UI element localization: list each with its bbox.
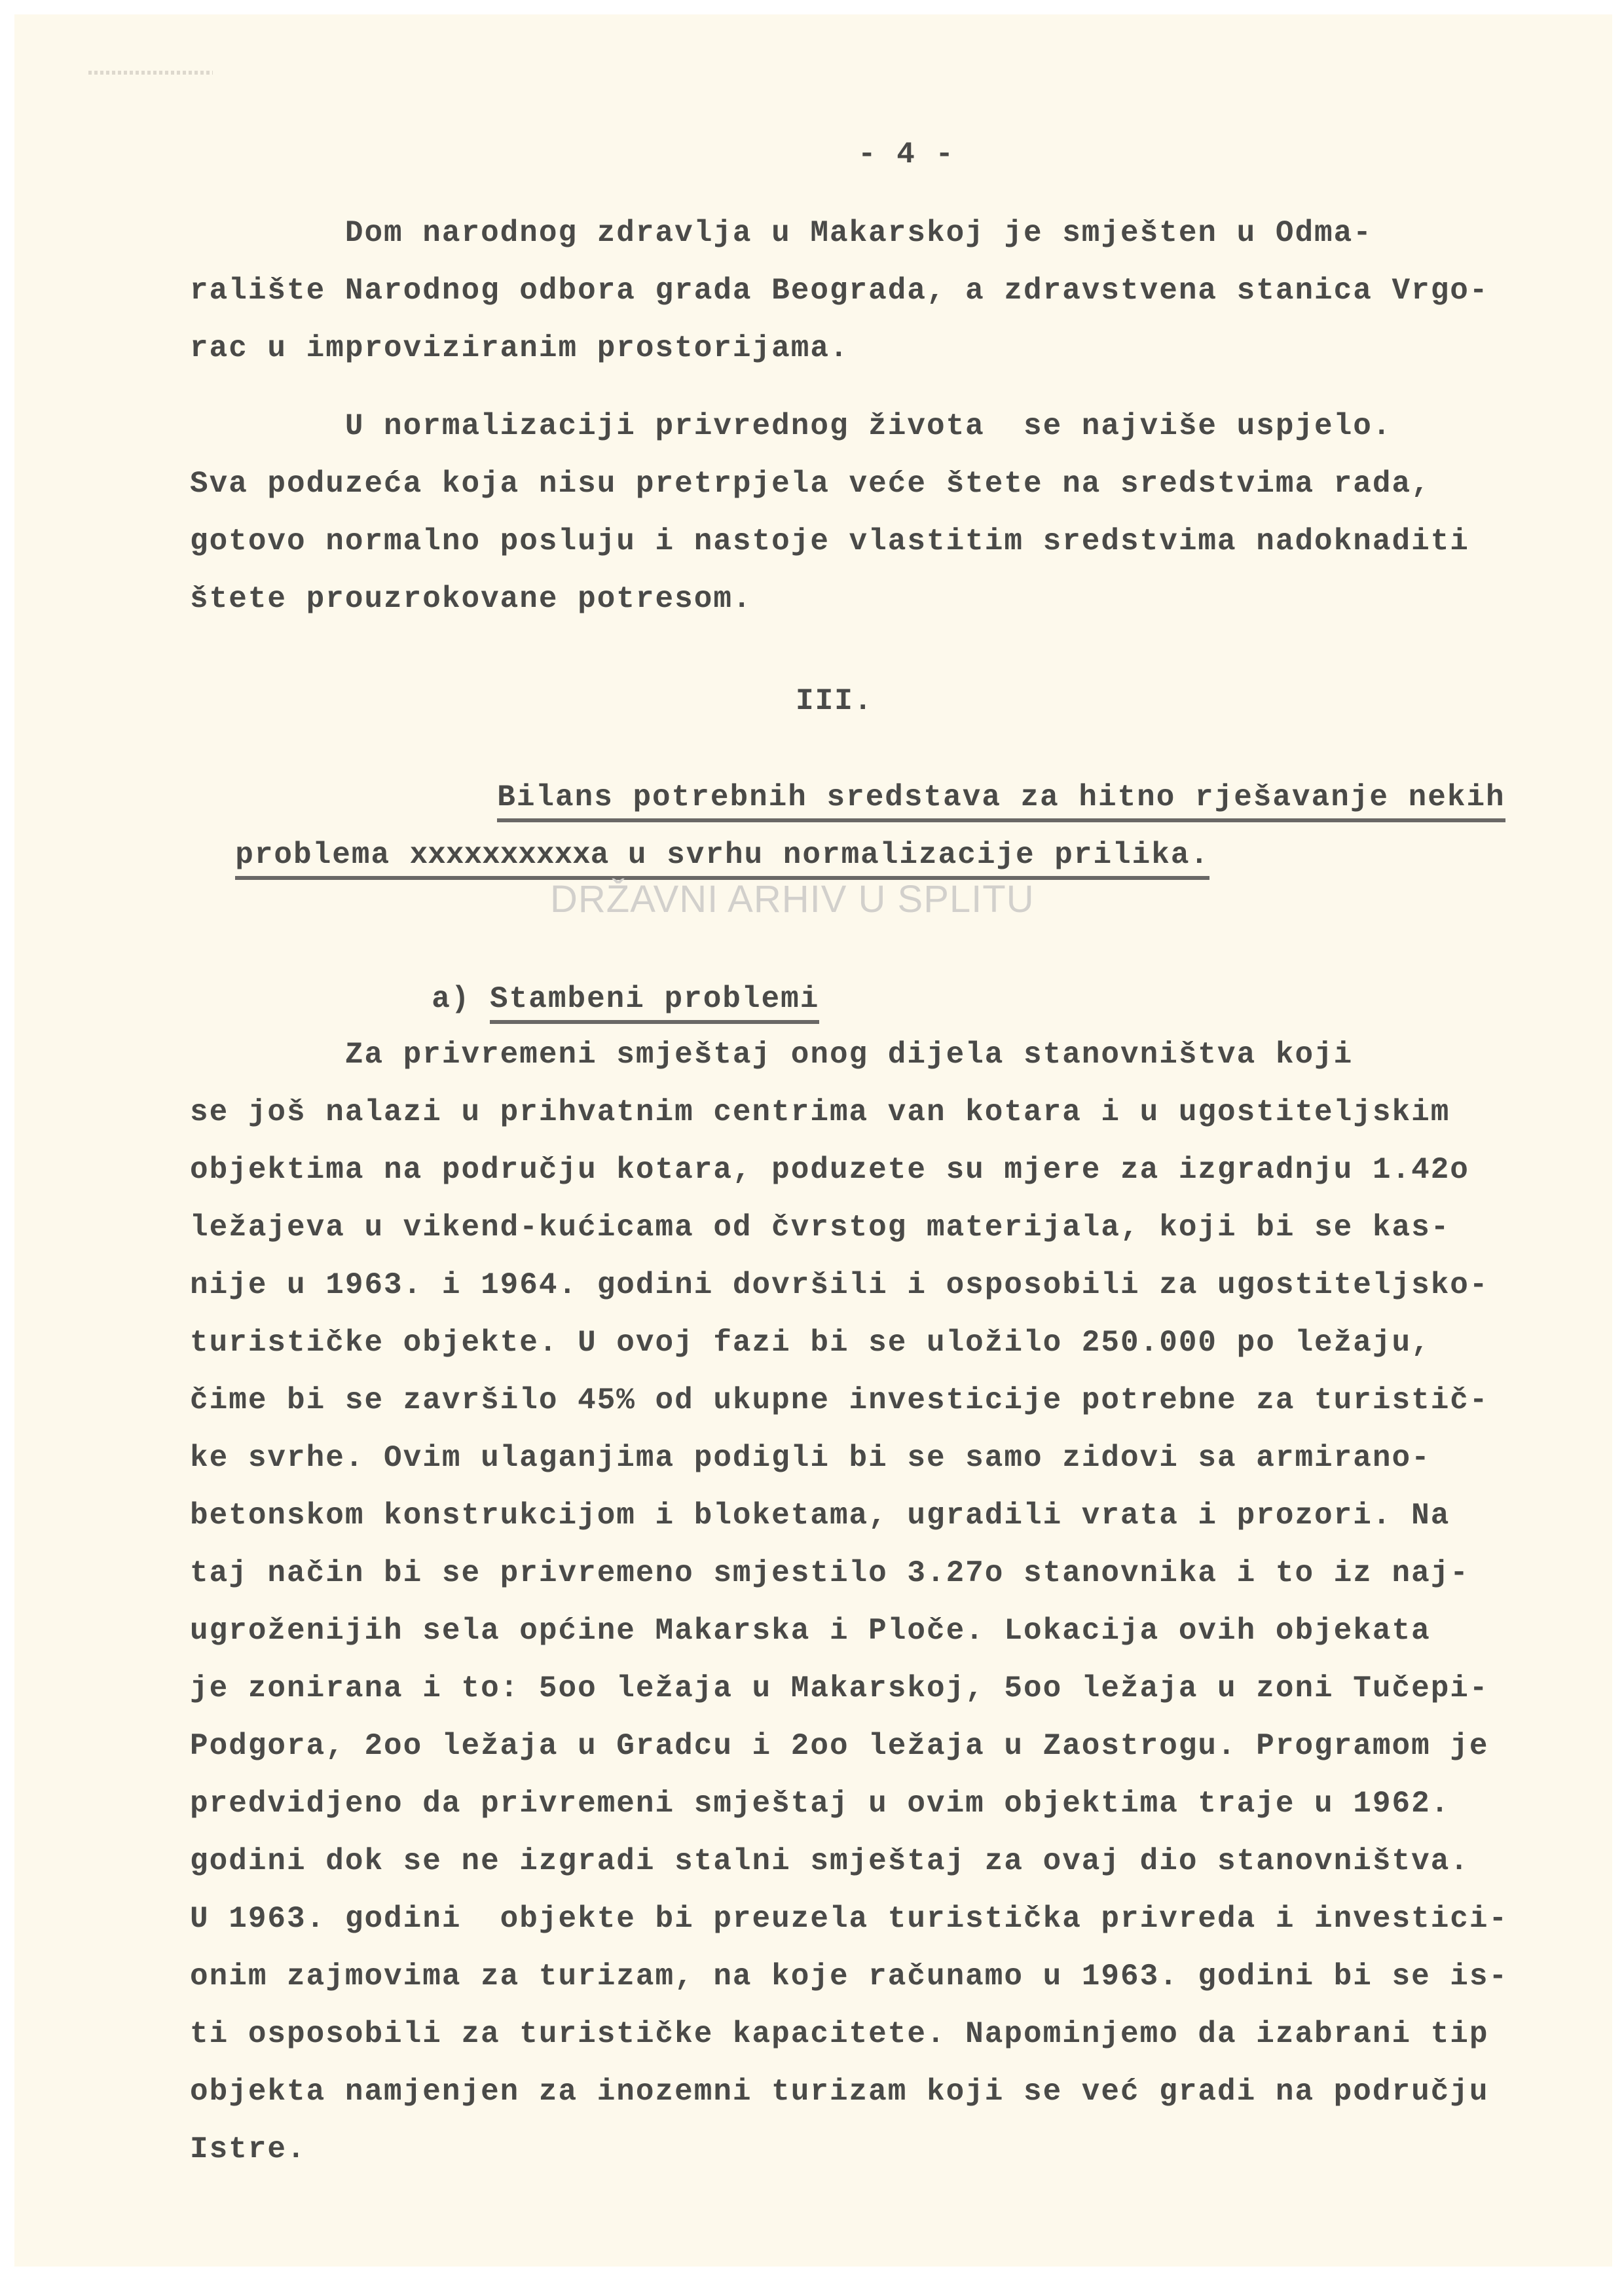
text-line: objektima na području kotara, poduzete su mjere za izgradnju 1.42o	[190, 1153, 1469, 1187]
text-line: U normalizaciji privrednog života se najviše uspjelo.	[190, 409, 1392, 443]
margin-mark	[88, 71, 213, 75]
section-title-text-1: Bilans potrebnih sredstava za hitno rješavanje nekih	[497, 780, 1505, 822]
text-line: nije u 1963. i 1964. godini dovršili i osposobili za ugostiteljsko-	[190, 1268, 1489, 1302]
archive-watermark: DRŽAVNI ARHIV U SPLITU	[550, 878, 1035, 920]
text-line: objekta namjenjen za inozemni turizam koji se već gradi na području	[190, 2075, 1489, 2109]
text-line: ležajeva u vikend-kućicama od čvrstog materijala, koji bi se kas-	[190, 1211, 1450, 1245]
section-title-line-2-wrap	[235, 838, 1209, 880]
page-number: - 4 -	[858, 137, 955, 172]
subsection-marker: a)	[432, 982, 490, 1016]
section-title-text-2b: u svrhu normalizacije prilika.	[608, 838, 1210, 872]
subsection-title: Stambeni problemi	[490, 982, 819, 1024]
struck-out-text: xxxxxxxxxxa	[409, 838, 609, 872]
text-line: godini dok se ne izgradi stalni smještaj za ovaj dio stanovništva.	[190, 1844, 1469, 1878]
text-line: ralište Narodnog odbora grada Beograda, a zdravstvena stanica Vrgo-	[190, 274, 1489, 308]
text-line: je zonirana i to: 5oo ležaja u Makarskoj, 5oo ležaja u zoni Tučepi-	[190, 1671, 1489, 1705]
text-line: ti osposobili za turističke kapacitete. Napominjemo da izabrani tip	[190, 2017, 1489, 2051]
text-line: štete prouzrokovane potresom.	[190, 582, 752, 616]
text-line: onim zajmovima za turizam, na koje računamo u 1963. godini bi se is-	[190, 1959, 1509, 1994]
section-number: III.	[796, 684, 874, 718]
section-title-text-2a: problema	[235, 838, 410, 872]
section-title-line-2	[196, 804, 1209, 872]
text-line: Podgora, 2oo ležaja u Gradcu i 2oo ležaja u Zaostrogu. Programom je	[190, 1729, 1489, 1763]
text-line: turističke objekte. U ovoj fazi bi se uložilo 250.000 po ležaju,	[190, 1326, 1431, 1360]
text-line: predvidjeno da privremeni smještaj u ovim objektima traje u 1962.	[190, 1787, 1450, 1821]
text-line: Za privremeni smještaj onog dijela stanovništva koji	[190, 1038, 1354, 1072]
text-line: gotovo normalno posluju i nastoje vlastitim sredstvima nadoknaditi	[190, 524, 1469, 558]
text-line: U 1963. godini objekte bi preuzela turistička privreda i investici-	[190, 1902, 1509, 1936]
text-line: se još nalazi u prihvatnim centrima van kotara i u ugostiteljskim	[190, 1095, 1450, 1129]
text-line: čime bi se završilo 45% od ukupne investicije potrebne za turistič-	[190, 1383, 1489, 1417]
text-line: rac u improviziranim prostorijama.	[190, 331, 849, 365]
text-line: ke svrhe. Ovim ulaganjima podigli bi se samo zidovi sa armirano-	[190, 1441, 1431, 1475]
text-line: Dom narodnog zdravlja u Makarskoj je smješten u Odma-	[190, 216, 1373, 250]
text-line: betonskom konstrukcijom i bloketama, ugradili vrata i prozori. Na	[190, 1499, 1450, 1533]
text-line: Istre.	[190, 2132, 306, 2166]
text-line: Sva poduzeća koja nisu pretrpjela veće štete na sredstvima rada,	[190, 467, 1431, 501]
text-line: ugroženijih sela općine Makarska i Ploče. Lokacija ovih objekata	[190, 1614, 1431, 1648]
subsection-heading	[393, 948, 819, 1016]
text-line: taj način bi se privremeno smjestilo 3.27o stanovnika i to iz naj-	[190, 1556, 1469, 1590]
